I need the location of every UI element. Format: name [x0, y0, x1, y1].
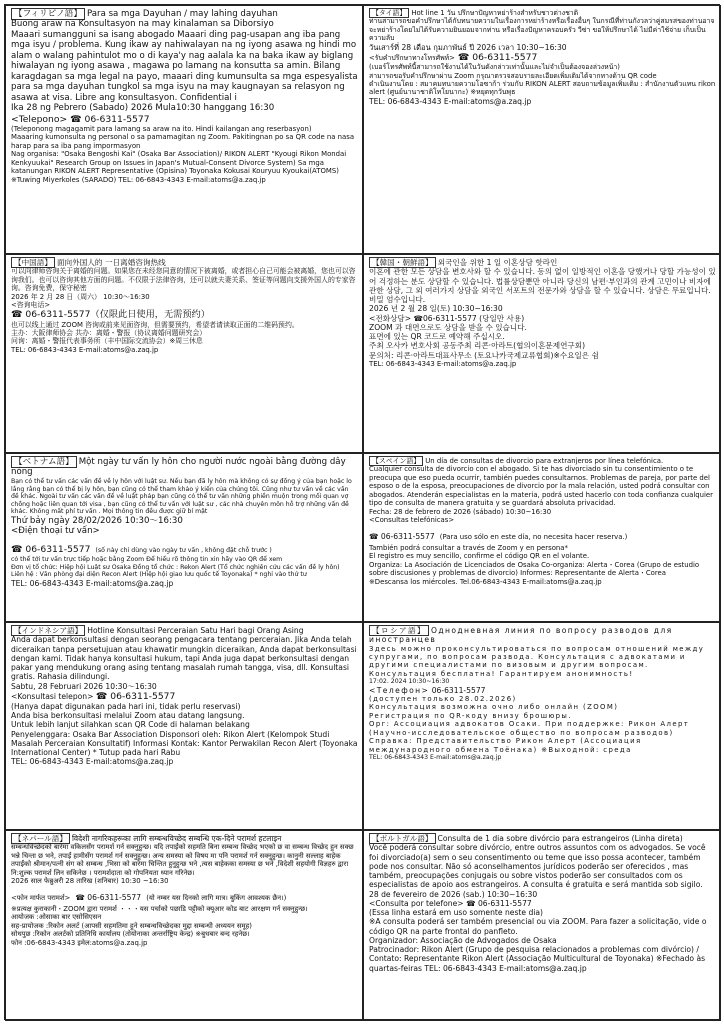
- zoom-note: Maaaring kumonsulta ng personal o sa pamamagitan ng Zoom. Pakitingnan po sa QR code na nasa harap para sa iba pang impormasyon: [11, 133, 355, 150]
- phone-note: (доступен только 28.02.2026): [369, 695, 517, 703]
- subtitle: Buong araw na Konsultasyon na may kinalaman sa Diborsiyo: [11, 19, 274, 30]
- language-label: 【スペイン語】: [369, 456, 423, 466]
- contact-info: TEL: 06-6843-4343 E-mail:atoms@a.zaq.jp: [369, 359, 517, 368]
- contact-info: TEL: 06-6843-4343 E-mail:atoms@a.zaq.jp: [369, 96, 532, 106]
- language-label: 【ベトナム語】: [11, 456, 77, 468]
- zoom-note: ※A consulta poderá ser também presencial ou via ZOOM. Para fazer a solicitação, vide o código QR na parte frontal do panfleto.: [369, 917, 707, 936]
- phone-label: <Konsultasi telepon>: [11, 691, 94, 701]
- section-title: Consulta de 1 dia sobre divórcio para estrangeiros (Linha direta): [437, 834, 683, 843]
- phone-label: <รับคำปรึกษาทางโทรศัพท์>: [369, 53, 455, 62]
- section-title: Một ngày tư vấn ly hôn cho người nước ngoài bằng đường dây nóng: [11, 457, 346, 478]
- language-label: 【ロシア語】: [369, 625, 429, 636]
- phone-number: ☎ 06-6311-5577: [95, 690, 176, 702]
- phone-number: ☎ 06-6311-5577: [369, 532, 435, 542]
- qr-note: El registro es muy sencillo, confirme el código QR en el volante.: [369, 552, 590, 561]
- spanish-section: [363, 453, 721, 622]
- language-label: 【ネパール語】: [11, 833, 70, 844]
- event-date: Fecha: 28 de febrero de 2026 (sábado) 10:30~16:30: [369, 507, 552, 516]
- phone-number: ☎ 06-6311-5577: [466, 898, 532, 908]
- vietnamese-section: [5, 453, 363, 622]
- contact-info: TEL: 06-6843-4343 E-mail:atoms@a.zaq.jp: [11, 578, 174, 588]
- nepali-section: [5, 830, 363, 1021]
- language-label: 【ポルトガル語】: [369, 833, 436, 844]
- zoom-note: Anda bisa berkonsultasi melalui Zoom atau datang langsung.: [11, 711, 245, 721]
- contact-info: ※Descansa los miércoles. Tel.06-6843-4343 E-mail:atoms@a.zaq.jp: [369, 577, 602, 586]
- event-date: Sabtu, 28 Februari 2026 10:30～16:30: [11, 681, 157, 691]
- section-title: 面向外国人的 一日离婚咨询热线: [56, 258, 166, 267]
- body-text: सम्बन्धविच्छेदको बारेमा वकिलसँग परामर्श गर्न सक्नुहुन्छ। यदि तपाईंको सहमति बिना सम्बन्ध विच्छेद भएको छ वा सम्बन्ध विच्छेद हुन सक्छ भन्ने चिन्ता छ भने, तपाईं हामीसँग परामर्श गर्न सक्नुहुन्छ। अन्य समस्या को विषय मा पनि परामर्श गर्न सक्नुहुन्छ। कानुनी सल्लाह बाहेक तपाईंको श्रीमान/पत्नी संग को सम्बन्ध ,भिसा को बारेमा चिन्तित हुनुहुन्छ भने ,त्यस बाहेकका समस्या छ भने ,विदेशी सहयोगी विज्ञहरु द्वारा नि:शुल्क परामर्श लिन सकिनेछ । परामर्शदाता को गोपनियता ध्यान गरिनेछ।: [11, 843, 354, 877]
- organizer-info: ดำเนินงานโดย : สมาคมทนายความโอซาก้า ร่วมกับ RIKON ALERT สอบถามข้อมูลเพิ่มเติม : สำนักงานตัวแทน rikon alert (ศูนย์นานาชาติโทโยนากะ) ※หยุดทุกวันพุธ: [369, 80, 716, 97]
- organizer-info: Penyelenggara: Osaka Bar Association Disponsori oleh: Rikon Alert (Kelompok Studi Masalah Perceraian Konsultatif) Informasi Kontak: Kantor Perwakilan Recon Alert (Toyonaka International Center) * Tutup pada hari Rabu: [11, 729, 358, 758]
- body-text: Здесь можно проконсультироваться по вопросам отношений между супругами, по вопросам развода. Консультация с адвокатами и другими специалистами по визовым и другим вопросам. Консультация бесплатна! Гарантируем анонимность!: [369, 644, 705, 678]
- language-label: 【インドネシア語】: [11, 625, 85, 636]
- co-organizer-info: सह-प्रायोजक :रिकोन अलर्ट (आपसी सहमतिमा हुने सम्बन्धविच्छेदका मुद्दा सम्बन्धी अध्ययन समूह): [11, 921, 252, 930]
- phone-label: <전화상담>: [369, 313, 412, 323]
- contact-info: TEL: 06-6843-4343 E-mail:atoms@a.zaq.jp: [369, 753, 502, 761]
- phone-label: <咨询电话>: [11, 300, 51, 309]
- phone-note: (यो नम्बर यस दिनको लागि मात्र। बुकिंग आवश्यक छैन।): [146, 894, 287, 903]
- inquiry-info: 问询：离婚・警报代表事务所（丰中国际交流协会）※周三休息: [11, 337, 203, 346]
- language-label: 【フィリピノ語】: [11, 8, 85, 20]
- phone-label: <Телефон>: [369, 685, 430, 695]
- organizer-info: आयोजक :ओसाका बार एसोसिएसन: [11, 913, 102, 922]
- section-title: Hotline Konsultasi Perceraian Satu Hari bagi Orang Asing: [87, 626, 304, 635]
- body-text: ท่านสามารถขอคำปรึกษาได้กับทนายความในเรื่องการหย่าร้างหรือเรื่องอื่นๆ ในกรณีที่ท่านกังวลว่าคู่สมรสของท่านอาจจะหย่าร้างโดยไม่ได้รับความยินยอมจากท่าน หรือเรื่องปัญหาครอบครัว วีซ่า ขอให้ปรึกษาได้ ไม่มีค่าใช้จ่าย เก็บเป็นความลับ: [369, 17, 715, 43]
- zoom-note: có thể tới tư vấn trực tiếp hoặc bằng Zoom Để hiểu rõ thông tin xin hãy vào QR để xem: [11, 556, 283, 564]
- section-title: Un día de consultas de divorcio para extranjeros por línea telefónica.: [425, 457, 664, 465]
- contact-info: TEL: 06-6843-4343 E-mail:atoms@a.zaq.jp: [11, 757, 174, 767]
- phone-label: <Telepono>: [11, 113, 68, 125]
- qr-note: Регистрация по QR-коду внизу брошюры.: [369, 711, 572, 720]
- organizer-info: 主办：大阪律师协会 共办：离婚・警报（协议离婚问题研究会）: [11, 329, 207, 337]
- body-text: Bạn có thể tư vấn các vấn đề về ly hôn với luật sư. Nếu bạn đã ly hôn mà không có sự đồng ý của bạn hoặc lo lắng rằng bạn có thể bị ly hôn, bạn cũng có thể tham khảo ý kiến của chúng tôi. Cũng như tư vấn về các vấn đề khác. Ngoài tư vấn các vấn đề về luật pháp bạn cũng có thể tư vấn những phiền muộn trong mối quan vợ chồng hoặc liên quan tới visa , bạn cũng có thể tư vấn với luật sư , các nhà chuyên môn hỗ trợ những vấn đề khác. Không mất phí tư vấn . Mọi thông tin đều được giữ bí mật: [11, 477, 352, 516]
- inquiry-info: Liên hệ : Văn phòng đại diện Recon Alert (Hiệp hội giao lưu quốc tế Toyonaka) * nghỉ vào thứ tư: [11, 571, 307, 579]
- phone-note: (Teleponong magagamit para lamang sa araw na ito. Hindi kailangan ang reserbasyon): [11, 125, 312, 134]
- language-label: 【中国語】: [11, 257, 55, 268]
- section-title: Hot line 1 วัน ปรึกษาปัญหาหย่าร้างสำหรับชาวต่างชาติ: [411, 9, 579, 17]
- phone-label: <Consultas telefónicas>: [369, 515, 455, 524]
- body-text: Você poderá consultar sobre divórcio, entre outros assuntos com os advogados. Se você foi divorciado(a) sem o seu consentimento ou teme que isso possa acontecer, também pode nos consultar. Não só aconselhamentos jurídicos poderão ser oferecidos , mas também, preocupações conjugais ou sobre vistos poderão ser consultados com os especialistas de apoio aos estrangeiros. A consulta é gratuita e será mantida sob sigilo.: [369, 843, 706, 890]
- flyer-grid: [4, 4, 720, 1020]
- phone-number: 06-6311-5577: [431, 685, 486, 695]
- zoom-note: ZOOM 과 대면으로도 상담을 받을 수 있습니다.: [369, 322, 527, 332]
- qr-note: 표면에 있는 QR 코드로 예약해 주십시오.: [369, 332, 505, 341]
- event-date: 17:02. 2024 10:30~16:30: [369, 678, 450, 686]
- event-date: Ika 28 ng Pebrero (Sabado) 2026 Mula10:30 hanggang 16:30: [11, 103, 275, 114]
- korean-section: [363, 254, 721, 453]
- language-label: 【韓国・朝鮮語】: [369, 257, 436, 268]
- phone-label: <Consulta por telefone>: [369, 898, 464, 908]
- event-date: 2026 साल फेब्रुअरी 28 तारिख (शनिबार) 10:30 ~16:30: [11, 876, 169, 885]
- body-text: 可以向律师咨询关于离婚的问题。如果您在未经您同意的情况下被离婚，或者担心自己可能会被离婚，您也可以咨询我们。也可以咨询其他方面的问题。不仅限于法律咨询，还可以就夫妻关系、签证等问题向支援外国人的专家咨询。咨询免费，保守秘密: [11, 267, 356, 293]
- organizer-info: 주최 오사카 변호사회 공동주최 리콘·아라트(협의이혼문제연구회): [369, 341, 586, 351]
- contact-info: Patrocinador: Rikon Alert (Grupo de pesquisa relacionados a problemas com divórcio) / Contato: Representante Rikon Alert (Associação Multicultural de Toyonaka) ※Fechado às quartas-feiras TEL: 06-6843-4343 E-mail:atoms@a.zaq.jp: [369, 945, 706, 973]
- organizer-info: Орг: Ассоциация адвокатов Осаки. При поддержке: Рикон Алерт (Научно-исследовательское общество по вопросам разводов): [369, 720, 690, 737]
- phone-note: (เบอร์โทรศัพท์นี้สามารถใช้งานได้ในวันดังกล่าวเท่านั้นและไม่จำเป็นต้องจองล่วงหน้า): [369, 63, 620, 72]
- qr-note: Untuk lebih lanjut silahkan scan QR Code di halaman belakang: [11, 720, 250, 730]
- chinese-section: [5, 254, 363, 453]
- body-text: Maaari sumangguni sa isang abogado Maaari ding pag-usapan ang iba pang mga isyu / problema. Kung ikaw ay nahiwalayan na ng iyong asawa ng hindi mo alam o walang pahintulot mo o di kaya'y nag aalala ka na baka ikaw ay biglang hiwalayan ng iyong asawa , magawa po lamang na konsutta sa amin. Bilang karagdagan sa mga legal na payo, maaari ding kumunsulta sa mga espesyalista para sa mga dayuhan tungkol sa mga isyu na may kaugnayan sa relasyon ng asawa at visa. Libre ang konsultasyon. Confidential i: [11, 29, 358, 103]
- phone-number: ☎ 06-6311-5577: [75, 893, 142, 903]
- inquiry-info: Справка: Представительство Рикон Алерт (Ассоциация международного обмена Тоёнака) ※Выходной: среда: [369, 737, 642, 754]
- phone-number: ☎06-6311-5577 (당일만 사용): [413, 313, 525, 323]
- russian-section: [363, 622, 721, 830]
- section-title: Однодневная линия по вопросу разводов для иностранцев: [369, 626, 673, 645]
- organizer-info: Nag organisa: "Osaka Bengoshi Kai" (Osaka Bar Association)/ RIKON ALERT "Kyougi Rikon Mondai Kenkyuukai" Research Group on Issues in Japan's Mutual-Consent Divorce System) Sa mga katanungan RIKON ALERT Representative (Opisina) Toyonaka Kokusai Kouryuu Kyoukai(ATOMS) ※Tuwing Miyerkoles (SARADO) TEL: 06-6843-4343 E-mail:atoms@a.zaq.jp: [11, 150, 347, 184]
- body-text: Anda dapat berkonsultasi dengan seorang pengacara tentang perceraian. Jika Anda telah diceraikan tanpa persetujuan atau khawatir mungkin diceraikan, Anda dapat berkonsultasi dengan kami. Tidak hanya konsultasi hukum, tapi Anda juga dapat berkonsultasi dengan pakar yang mendukung orang asing tentang masalah rumah tangga, visa, dll. Konsultasi gratis. Rahasia dilindungi.: [11, 635, 357, 682]
- phone-number: ☎ 06-6311-5577: [70, 113, 150, 125]
- body-text: 이혼에 관한 모든 상담을 변호사와 할 수 있습니다. 동의 없이 일방적인 이혼을 당했거나 당할 가능성이 있어 걱정하는 분도 상담할 수 있습니다. 법률상담뿐만 아니라 당신의 남편·부인과의 관계 고민이나 비자에 관한 상담, 그 외 여러가지 상담을 외국인 서포트의 전문가와 상담을 할 수 있습니다. 상담은 무료입니다. 비밀 엄수입니다.: [369, 267, 716, 304]
- zoom-note: Консультация возможна очно либо онлайн (ZOOM): [369, 703, 619, 712]
- phone-note: (Para uso sólo en este día, no necesita hacer reserva.): [439, 533, 628, 542]
- indonesian-section: [5, 622, 363, 830]
- phone-note: (Hanya dapat digunakan pada hari ini, tidak perlu reservasi): [11, 701, 241, 711]
- portuguese-section: [363, 830, 721, 1021]
- event-date: 2026 년 2 월 28 일(토) 10:30~16:30: [369, 304, 503, 314]
- zoom-note: สามารถขอรับคำปรึกษาผ่าน Zoom กรุณาตรวจสอบรายละเอียดเพิ่มเติมได้จากทางด้าน QR code: [369, 71, 657, 80]
- contact-info: TEL: 06-6843-4343 E-mail:atoms@a.zaq.jp: [11, 345, 159, 354]
- language-label: 【タイ語】: [369, 8, 409, 18]
- zoom-note: 也可以线上通过 ZOOM 咨询或前来见面咨询，但需要预约，希望者请读取正面的二维码预约。: [11, 320, 299, 329]
- event-date: 28 de fevereiro de 2026 (sab.) 10:30~16:30: [369, 889, 538, 899]
- phone-note: (Essa linha estará em uso somente neste dia): [369, 908, 544, 917]
- thai-section: [363, 5, 721, 254]
- phone-number: ☎ 06-6311-5577: [11, 543, 91, 555]
- event-date: วันเสาร์ที่ 28 เดือน กุมภาพันธ์ ปี 2026 เวลา 10:30~16:30: [369, 42, 567, 52]
- zoom-note: ※प्रत्यक्ष कुराकानी・ZOOM द्वारा परामर्श ・・・यस पर्चाको पछाडि पट्टीको क्यूआर कोड बाट आरक्षण गर्न सक्नुहुन्छ।: [11, 904, 308, 913]
- phone-number: ☎ 06-6311-5577: [457, 51, 538, 63]
- organizer-info: Đơn vị tổ chức: Hiệp hội Luật sư Osaka Đồng tổ chức : Rekon Alert (Tổ chức nghiên cứu các vấn đề ly hôn): [11, 563, 340, 571]
- contact-info: फोन :06-6843-4343 इमेल:atoms@a.zaq.jp: [11, 938, 148, 947]
- event-date: Thứ bảy ngày 28/02/2026 10:30～16:30: [11, 515, 183, 526]
- inquiry-info: सोधपुछ :रिकोन अलर्टको प्रतिनिधि कार्यालय (तोयोनाका अन्तर्राष्ट्रिय केन्द्र) ※बुधबार बन्द रहनेछ।: [11, 930, 250, 939]
- organizer-info: Organizador: Associação de Advogados de Osaka: [369, 935, 557, 945]
- phone-label: <Điện thoại tư vấn>: [11, 526, 100, 537]
- event-date: 2026 年 2 月 28 日（周六） 10:30～16:30: [11, 292, 150, 301]
- filipino-section: [5, 5, 363, 254]
- phone-note: (số này chỉ dùng vào ngày tư vấn , không đặt chỗ trước ): [95, 546, 272, 554]
- zoom-note: También podrá consultar a través de Zoom y en persona*: [369, 543, 568, 552]
- body-text: Cualquier consulta de divorcio con el abogado. Si te has divorciado sin tu consentimiento o te preocupa que eso pueda ocurrir, también puedes consultarnos. Problemas de pareja, por parte del esposo o de la esposa, preocupaciones de divorcio por la mala relación, usted podrá consultar con abogados. Atenderán especialistas en la materia, podrá usted hacerlo con toda confianza cualquier tipo de consulta de manera gratuita y se guardará absoluta privacidad.: [369, 465, 713, 508]
- section-title: 외국인을 위한 1 일 이혼상담 핫라인: [437, 258, 558, 267]
- phone-label: <फोन मार्फत परामर्श>: [11, 894, 71, 903]
- organizer-info: Organiza: La Asociación de Licenciados de Osaka Co-organiza: Alerta・Corea (Grupo de estudio sobre discusiones y problemas de divorcio) Informes: Representante de Alerta・Corea: [369, 560, 700, 578]
- inquiry-info: 문의처: 리콘·아라트대표사무소 (토요나카국제교류협회)※수요일은 쉼: [369, 350, 599, 360]
- section-title: Para sa mga Dayuhan / may lahing dayuhan: [86, 9, 278, 19]
- phone-number: ☎ 06-6311-5577（仅限此日使用，无需预约）: [11, 309, 210, 321]
- section-title: विदेशी नागरिकहरूका लागि सम्बन्धविच्छेद सम्बन्धि एक-दिने परामर्श हटलाइन: [71, 834, 282, 843]
